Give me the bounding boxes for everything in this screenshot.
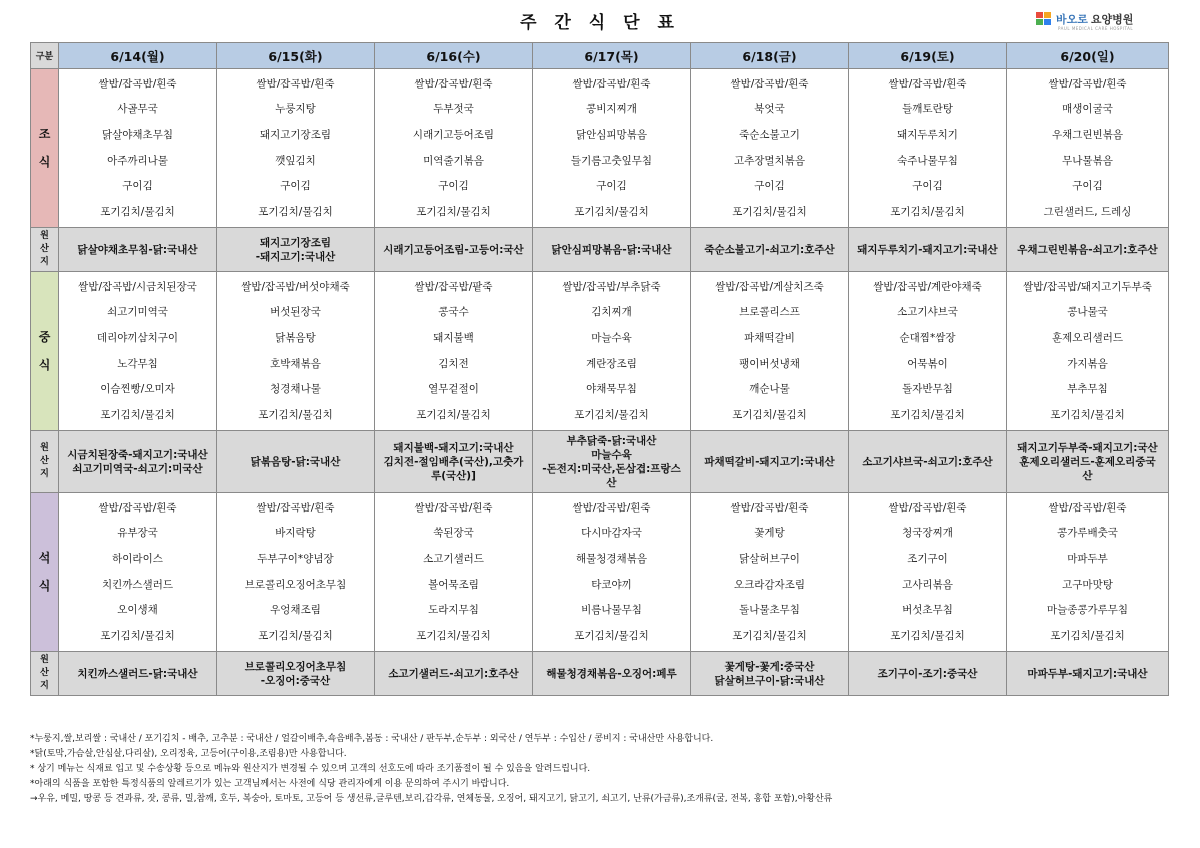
dinner-day-cell [217,493,375,652]
menu-item: 구이김 [912,180,943,193]
origin-cell: 돼지불백-돼지고기:국내산 김치전-절임배추(국산),고춧가 루(국산)] [375,431,533,493]
menu-item: 마늘종콩가루무침 [1046,604,1129,617]
menu-item: 포기김치/물김치 [574,206,649,219]
dinner-day-cell [1007,493,1169,652]
menu-item: 가지볶음 [1067,357,1108,370]
origin-cell: 소고기샤브국-쇠고기:호주산 [849,431,1007,493]
menu-item: 쑥된장국 [433,527,474,540]
menu-item: 닭안심피망볶음 [575,129,647,142]
breakfast-day-cell [59,69,217,228]
menu-item: 쌀밥/잡곡밥/흰죽 [1048,501,1127,514]
menu-item: 죽순소불고기 [739,129,800,142]
footnote: →우유, 메밀, 땅콩 등 견과류, 잣, 콩류, 밀,참깨, 호두, 복숭아, 토마토, 고등어 등 생선류,글루텐,보리,갑각류, 연체동물, 오징어, 돼지고기, 닭고기, 쇠고기, 난류(가금류),조개류(굴, 전복, 홍합 포함),아황산류 [30,794,833,804]
menu-item: 포기김치/물김치 [732,206,807,219]
lunch-day-cell [375,272,533,431]
menu-item: 브로콜리오징어초무침 [244,578,347,591]
breakfast-label [31,69,59,228]
menu-item: 포기김치/물김치 [732,409,807,422]
origin-label-char: 원 [40,655,49,665]
origin-cell: 우채그린빈볶음-쇠고기:호주산 [1007,228,1169,272]
origin-cell: 치킨까스샐러드-닭:국내산 [59,652,217,696]
menu-item: 쌀밥/잡곡밥/게살치즈죽 [715,280,824,293]
origin-label [31,431,59,493]
menu-item: 포기김치/물김치 [258,206,333,219]
menu-item: 쌀밥/잡곡밥/시금치된장국 [78,280,197,293]
menu-item: 쌀밥/잡곡밥/흰죽 [572,501,651,514]
menu-item: 데리야끼삼치구이 [96,332,179,345]
menu-item: 포기김치/물김치 [100,409,175,422]
meal-label-char: 석 [38,551,51,565]
lunch-day-cell [691,272,849,431]
logo-subtitle: PAUL MEDICAL CARE HOSPITAL [1058,26,1134,31]
menu-item: 들깨토란탕 [902,103,953,116]
origin-label-char: 산 [40,244,49,254]
menu-item: 포기김치/물김치 [1050,409,1125,422]
origin-label-char: 원 [40,231,49,241]
menu-item: 쌀밥/잡곡밥/흰죽 [572,77,651,90]
menu-item: 고추장멸치볶음 [733,154,805,167]
weekly-menu-table [30,42,1169,696]
menu-item: 오크라감자조림 [733,578,805,591]
dinner-label [31,493,59,652]
menu-item: 브로콜리스프 [739,306,800,319]
hospital-logo [1036,11,1134,31]
origin-label [31,228,59,272]
breakfast-day-cell [217,69,375,228]
menu-item: 타코야끼 [591,578,632,591]
breakfast-day-cell [533,69,691,228]
header-row [31,43,1169,69]
menu-item: 포기김치/물김치 [416,409,491,422]
day-header: 6/16(수) [375,43,533,69]
menu-item: 포기김치/물김치 [258,409,333,422]
menu-item: 쌀밥/잡곡밥/흰죽 [1048,77,1127,90]
menu-item: 돼지불백 [433,332,474,345]
menu-item: 쌀밥/잡곡밥/흰죽 [730,77,809,90]
menu-item: 호박채볶음 [270,357,321,370]
menu-item: 포기김치/물김치 [416,206,491,219]
menu-item: 포기김치/물김치 [574,630,649,643]
page-title: 주 간 식 단 표 [520,13,680,33]
origin-cell: 브로콜리오징어초무침 -오징어:중국산 [217,652,375,696]
menu-item: 콩나물국 [1067,306,1108,319]
day-header: 6/19(토) [849,43,1007,69]
menu-item: 들기름고춧잎무침 [570,154,653,167]
menu-item: 포기김치/물김치 [574,409,649,422]
origin-cell: 죽순소불고기-쇠고기:호주산 [691,228,849,272]
menu-item: 고사리볶음 [902,578,953,591]
menu-item: 구이김 [754,180,785,193]
menu-item: 닭살허브구이 [739,553,800,566]
menu-item: 포기김치/물김치 [100,630,175,643]
menu-item: 청경채나물 [270,383,321,396]
origin-cell: 조기구이-조기:중국산 [849,652,1007,696]
menu-item: 소고기샐러드 [423,553,484,566]
origin-cell: 마파두부-돼지고기:국내산 [1007,652,1169,696]
dinner-day-cell [59,493,217,652]
day-header: 6/17(목) [533,43,691,69]
origin-label-char: 원 [40,443,49,453]
menu-item: 해물청경채볶음 [575,553,647,566]
menu-item: 하이라이스 [112,553,163,566]
menu-item: 구이김 [438,180,469,193]
origin-cell: 시금치된장죽-돼지고기:국내산 쇠고기미역국-쇠고기:미국산 [59,431,217,493]
day-header: 6/14(월) [59,43,217,69]
menu-item: 버섯된장국 [270,306,321,319]
origin-label-char: 지 [40,681,49,691]
menu-item: 구이김 [596,180,627,193]
menu-item: 시래기고등어조림 [412,129,495,142]
menu-item: 쌀밥/잡곡밥/흰죽 [256,501,335,514]
menu-item: 부추무침 [1067,383,1108,396]
menu-item: 쌀밥/잡곡밥/부추닭죽 [562,280,661,293]
menu-item: 김치전 [438,357,469,370]
breakfast-row [31,69,1169,228]
menu-item: 꽃게탕 [754,527,785,540]
menu-item: 쌀밥/잡곡밥/팥죽 [414,280,493,293]
breakfast-day-cell [691,69,849,228]
menu-item: 쌀밥/잡곡밥/버섯야채죽 [241,280,350,293]
menu-item: 구이김 [1072,180,1103,193]
footnotes [30,732,1170,807]
dinner-day-cell [533,493,691,652]
footnote: *닭(토막,가슴살,안심살,다리살), 오리정육, 고등어(구이용,조림용)만 사용합니다. [30,749,347,759]
footnote: *아래의 식품을 포함한 특정식품의 알레르기가 있는 고객님께서는 사전에 식당 관리자에게 이용 문의하여 주시기 바랍니다. [30,779,510,789]
menu-item: 순대찜*쌈장 [899,332,956,345]
menu-item: 쇠고기미역국 [107,306,168,319]
menu-item: 두부젓국 [433,103,474,116]
dinner-row [31,493,1169,652]
menu-item: 쌀밥/잡곡밥/돼지고기두부죽 [1023,280,1152,293]
menu-item: 치킨까스샐러드 [101,578,173,591]
meal-label-char: 식 [38,358,51,372]
menu-item: 돌자반무침 [902,383,953,396]
meal-label-char: 식 [38,579,51,593]
origin-label-char: 산 [40,456,49,466]
menu-item: 사골무국 [117,103,158,116]
menu-item: 파채떡갈비 [744,332,795,345]
lunch-day-cell [59,272,217,431]
menu-item: 팽이버섯냉채 [739,357,800,370]
logo-name: 요양병원 [1090,13,1134,26]
breakfast-day-cell [849,69,1007,228]
menu-item: 도라지무침 [428,604,479,617]
menu-item: 포기김치/물김치 [890,409,965,422]
menu-item: 누룽지탕 [275,103,316,116]
menu-item: 어묵볶이 [907,357,948,370]
dinner-day-cell [849,493,1007,652]
menu-item: 매생이굴국 [1062,103,1113,116]
origin-cell: 닭안심피망볶음-닭:국내산 [533,228,691,272]
dinner-origin-row [31,652,1169,696]
origin-label-char: 지 [40,469,49,479]
menu-item: 열무겉절이 [428,383,479,396]
menu-item: 이슴찐빵/오미자 [100,383,175,396]
menu-item: 깻잎김치 [275,154,316,167]
menu-item: 두부구이*양념장 [257,553,334,566]
menu-item: 깨순나물 [749,383,790,396]
lunch-row [31,272,1169,431]
menu-item: 돼지고기장조림 [259,129,331,142]
dinner-day-cell [691,493,849,652]
menu-item: 볼어묵조림 [428,578,479,591]
origin-cell: 시래기고등어조림-고등어:국산 [375,228,533,272]
menu-item: 김치찌개 [591,306,632,319]
menu-item: 포기김치/물김치 [890,206,965,219]
day-header: 6/18(금) [691,43,849,69]
lunch-day-cell [217,272,375,431]
menu-item: 구이김 [280,180,311,193]
logo-mark-icon [1036,12,1052,26]
menu-item: 쌀밥/잡곡밥/흰죽 [256,77,335,90]
origin-label [31,652,59,696]
menu-item: 마늘수육 [591,332,632,345]
menu-item: 쌀밥/잡곡밥/흰죽 [98,77,177,90]
lunch-day-cell [849,272,1007,431]
menu-item: 그린샐러드, 드레싱 [1043,206,1132,219]
origin-cell: 돼지고기두부죽-돼지고기:국산 훈제오리샐러드-훈제오리중국 산 [1007,431,1169,493]
menu-item: 닭살야채초무침 [101,129,173,142]
menu-item: 미역줄기볶음 [423,154,484,167]
menu-item: 콩비지찌개 [586,103,637,116]
menu-item: 포기김치/물김치 [416,630,491,643]
lunch-origin-row [31,431,1169,493]
breakfast-day-cell [1007,69,1169,228]
menu-item: 계란장조림 [586,357,637,370]
menu-item: 쌀밥/잡곡밥/흰죽 [888,77,967,90]
menu-item: 콩가루배춧국 [1057,527,1118,540]
menu-item: 숙주나물무침 [897,154,958,167]
breakfast-origin-row [31,228,1169,272]
menu-item: 쌀밥/잡곡밥/흰죽 [414,77,493,90]
menu-item: 포기김치/물김치 [258,630,333,643]
menu-item: 노각무침 [117,357,158,370]
menu-item: 쌀밥/잡곡밥/흰죽 [888,501,967,514]
origin-label-char: 지 [40,257,49,267]
menu-item: 닭볶음탕 [275,332,316,345]
origin-cell: 해물청경채볶음-오징어:페루 [533,652,691,696]
lunch-day-cell [1007,272,1169,431]
menu-item: 마파두부 [1067,553,1108,566]
logo-brand: 바오로 [1056,13,1088,26]
menu-item: 비름나물무침 [581,604,642,617]
menu-body [31,69,1169,696]
day-header: 6/15(화) [217,43,375,69]
day-header: 6/20(일) [1007,43,1169,69]
footnote: * 상기 메뉴는 식재료 입고 및 수송상황 등으로 메뉴와 원산지가 변경될 수 있으며 고객의 선호도에 따라 조기품절이 될 수 있음을 알려드립니다. [30,764,591,774]
origin-cell: 꽃게탕-꽃게:중국산 닭살허브구이-닭:국내산 [691,652,849,696]
menu-item: 포기김치/물김치 [100,206,175,219]
menu-item: 바지락탕 [275,527,316,540]
menu-item: 포기김치/물김치 [1050,630,1125,643]
lunch-day-cell [533,272,691,431]
meal-label-char: 식 [38,155,51,169]
header-corner: 구분 [31,43,59,69]
menu-item: 오이생채 [117,604,158,617]
origin-cell: 돼지두루치기-돼지고기:국내산 [849,228,1007,272]
menu-item: 쌀밥/잡곡밥/흰죽 [730,501,809,514]
meal-label-char: 중 [38,330,51,344]
footnote: *누룽지,쌀,보리쌀 : 국내산 / 포기김치 - 배추, 고추분 : 국내산 / 얼갈이배추,쇽음배추,봄동 : 국내산 / 판두부,순두부 : 외국산 / 연두부 : 수입산 / 콩비지 : 국내산만 사용합니다. [30,734,714,744]
menu-item: 우엉채조림 [270,604,321,617]
menu-item: 포기김치/물김치 [890,630,965,643]
origin-label-char: 산 [40,668,49,678]
menu-item: 다시마감자국 [581,527,642,540]
meal-label-char: 조 [38,127,51,141]
lunch-label [31,272,59,431]
menu-item: 훈제오리샐러드 [1051,332,1123,345]
menu-item: 청국장찌개 [902,527,953,540]
dinner-day-cell [375,493,533,652]
menu-item: 우채그린빈볶음 [1051,129,1123,142]
menu-item: 아주까리나물 [107,154,168,167]
menu-item: 돌나물초무침 [739,604,800,617]
menu-item: 쌀밥/잡곡밥/계란야채죽 [873,280,982,293]
menu-item: 쌀밥/잡곡밥/흰죽 [414,501,493,514]
menu-item: 소고기샤브국 [897,306,958,319]
origin-cell: 돼지고기장조림 -돼지고기:국내산 [217,228,375,272]
menu-item: 무나물볶음 [1062,154,1113,167]
menu-item: 돼지두루치기 [897,129,958,142]
menu-item: 버섯초무침 [902,604,953,617]
menu-item: 유부장국 [117,527,158,540]
origin-cell: 파채떡갈비-돼지고기:국내산 [691,431,849,493]
menu-item: 야채묵무침 [586,383,637,396]
origin-cell: 닭볶음탕-닭:국내산 [217,431,375,493]
menu-item: 포기김치/물김치 [732,630,807,643]
origin-cell: 부추닭죽-닭:국내산 마늘수육 -돈전지:미국산,돈삼겹:프랑스 산 [533,431,691,493]
origin-cell: 닭살야채초무침-닭:국내산 [59,228,217,272]
menu-item: 조기구이 [907,553,948,566]
menu-item: 고구마맛탕 [1062,578,1113,591]
menu-item: 북엇국 [754,103,785,116]
breakfast-day-cell [375,69,533,228]
menu-item: 콩국수 [438,306,469,319]
menu-item: 쌀밥/잡곡밥/흰죽 [98,501,177,514]
menu-item: 구이김 [122,180,153,193]
origin-cell: 소고기샐러드-쇠고기:호주산 [375,652,533,696]
